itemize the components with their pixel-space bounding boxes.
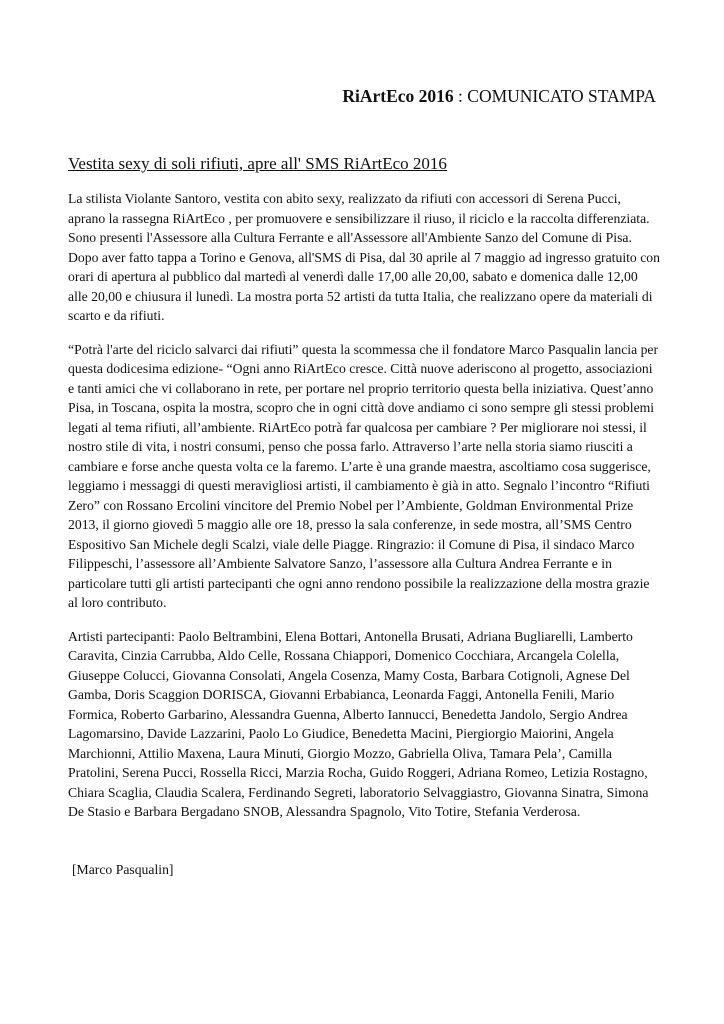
paragraph-intro: La stilista Violante Santoro, vestita con abito sexy, realizzato da rifiuti con accessori di Serena Pucci, aprano la rassegna RiArtEco , per promuovere e sensibilizzare il riuso, il riciclo e la raccolta differenziata. Sono presenti l'Assessore alla Cultura Ferrante e all'Assessore all'Ambiente Sanzo del Comune di Pisa. Dopo aver fatto tappa a Torino e Genova, all'SMS di Pisa, dal 30 aprile al 7 maggio ad ingresso gratuito con orari di apertura al pubblico dal martedì al venerdì dalle 17,00 alle 20,00, sabato e domenica dalle 12,00 alle 20,00 e chiusura il lunedì. La mostra porta 52 artisti da tutta Italia, che realizzano opere da materiali di scarto e da rifiuti. bbox=[68, 191, 660, 323]
signature: [Marco Pasqualin] bbox=[72, 862, 174, 877]
press-release-header bbox=[342, 86, 656, 107]
header-brand: RiArtEco 2016 bbox=[342, 86, 454, 106]
paragraph-quote: “Potrà l'arte del riciclo salvarci dai rifiuti” questa la scommessa che il fondatore Marco Pasqualin lancia per questa dodicesima edizione- “Ogni anno RiArtEco cresce. Città nuove aderiscono al progetto, associazioni e tanti amici che vi collaborano in rete, per portare nel proprio territorio questa bella iniziativa. Quest’anno Pisa, in Toscana, ospita la mostra, scopro che in ogni città dove andiamo ci sono sempre gli stessi problemi legati al tema rifiuti, all’ambiente. RiArtEco potrà far qualcosa per cambiare ? Per migliorare noi stessi, il nostro stile di vita, i nostri consumi, penso che possa farlo. Attraverso l’arte nella storia siamo riusciti a cambiare e forse anche questa volta ce la faremo. L’arte è una grande maestra, ascoltiamo cosa suggerisce, leggiamo i messaggi di questi meravigliosi artisti, il cambiamento è già in atto. Segnalo l’incontro “Rifiuti Zero” con Rossano Ercolini vincitore del Premio Nobel per l’Ambiente, Goldman Environmental Prize 2013, il giorno giovedì 5 maggio alle ore 18, presso la sala conferenze, in sede mostra, all’SMS Centro Espositivo San Michele degli Scalzi, viale delle Piagge. Ringrazio: il Comune di Pisa, il sindaco Marco Filippeschi, l’assessore all’Ambiente Salvatore Sanzo, l’assessore alla Cultura Andrea Ferrante e in particolare tutti gli artisti partecipanti che ogni anno rendono possibile la realizzazione della mostra grazie al loro contributo. bbox=[68, 341, 659, 610]
header-separator: : bbox=[453, 86, 468, 106]
paragraph-artists: Artisti partecipanti: Paolo Beltrambini, Elena Bottari, Antonella Brusati, Adriana Bugliarelli, Lamberto Caravita, Cinzia Carrubba, Aldo Celle, Rossana Chiappori, Domenico Cocchiara, Arcangela Colella, Giuseppe Colucci, Giovanna Consolati, Angela Cosenza, Mamy Costa, Barbara Cotignoli, Agnese Del Gamba, Doris Scaggion DORISCA, Giovanni Erbabianca, Leonarda Faggi, Antonella Fenili, Mario Formica, Roberto Garbarino, Alessandra Guenna, Alberto Iannucci, Benedetta Jandolo, Sergio Andrea Lagomarsino, Davide Lazzarini, Paolo Lo Giudice, Benedetta Macini, Piergiorgio Maiorini, Angela Marchionni, Attilio Maxena, Laura Minuti, Giorgio Mozzo, Gabriella Oliva, Tamara Pela’, Camilla Pratolini, Serena Pucci, Rossella Ricci, Marzia Rocha, Guido Roggeri, Adriana Romeo, Letizia Rostagno, Chiara Scaglia, Claudia Scalera, Ferdinando Segreti, laboratorio Selvaggiastro, Giovanna Sinatra, Simona De Stasio e Barbara Bergadano SNOB, Alessandra Spagnolo, Vito Totire, Stefania Verderosa. bbox=[68, 628, 649, 819]
article-title: Vestita sexy di soli rifiuti, apre all' SMS RiArtEco 2016 bbox=[68, 154, 447, 173]
article-body bbox=[68, 189, 660, 836]
header-label: COMUNICATO STAMPA bbox=[467, 86, 656, 106]
